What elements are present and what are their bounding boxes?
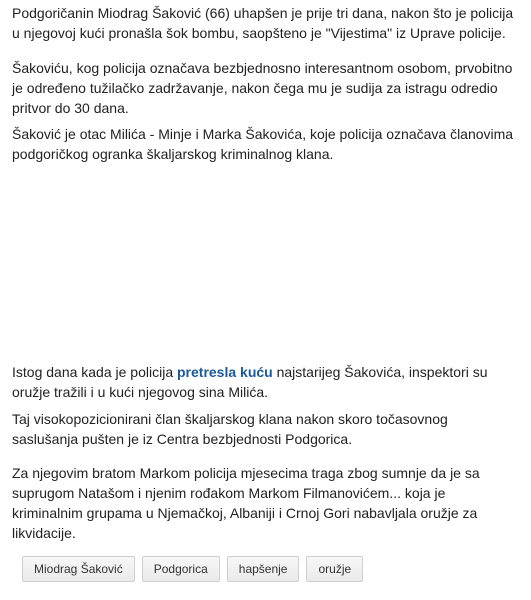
article-paragraph-1: Podgoričanin Miodrag Šaković (66) uhapšen je prije tri dana, nakon što je policija u njegovoj kući pronašla šok bombu, saopšteno je "Vijestima" iz Uprave policije.	[12, 5, 514, 41]
tag-hapsenje[interactable]: hapšenje	[227, 556, 300, 582]
tag-podgorica[interactable]: Podgorica	[142, 556, 220, 582]
article-paragraph-2: Šakoviću, kog policija označava bezbjednosno interesantnom osobom, prvobitno je određeno tužilačko zadržavanje, nakon čega mu je sudija za istragu odredio pritvor do 30 dana.	[12, 60, 513, 116]
tag-miodrag-sakovic[interactable]: Miodrag Šaković	[22, 556, 135, 582]
paragraph-4-text-start: Istog dana kada je policija	[12, 364, 177, 380]
article-paragraph-4	[12, 362, 517, 402]
article-paragraph-6: Za njegovim bratom Markom policija mjesecima traga zbog sumnje da je sa suprugom Natašom i njenim rođakom Markom Filmanovićem... koja je kriminalnim grupama u Njemačkoj, Albaniji i Crnoj Gori nabavljala oružje za likvidacije.	[12, 465, 480, 541]
tag-list	[22, 556, 363, 582]
article-paragraph-3: Šaković je otac Milića - Minje i Marka Šakovića, koje policija označava članovima podgoričkog ogranka škaljarskog kriminalnog klana.	[12, 126, 514, 162]
article-paragraph-5: Taj visokopozicionirani član škaljarskog klana nakon skoro točasovnog saslušanja pušten je iz Centra bezbjednosti Podgorica.	[12, 411, 448, 447]
tag-oruzje[interactable]: oružje	[306, 556, 363, 582]
pretresla-kucu-link[interactable]: pretresla kuću	[177, 364, 273, 380]
paragraph-4-text-end: najstarijeg Šakovića, inspektori su oružje tražili i u kući njegovog sina Milića.	[12, 364, 488, 400]
